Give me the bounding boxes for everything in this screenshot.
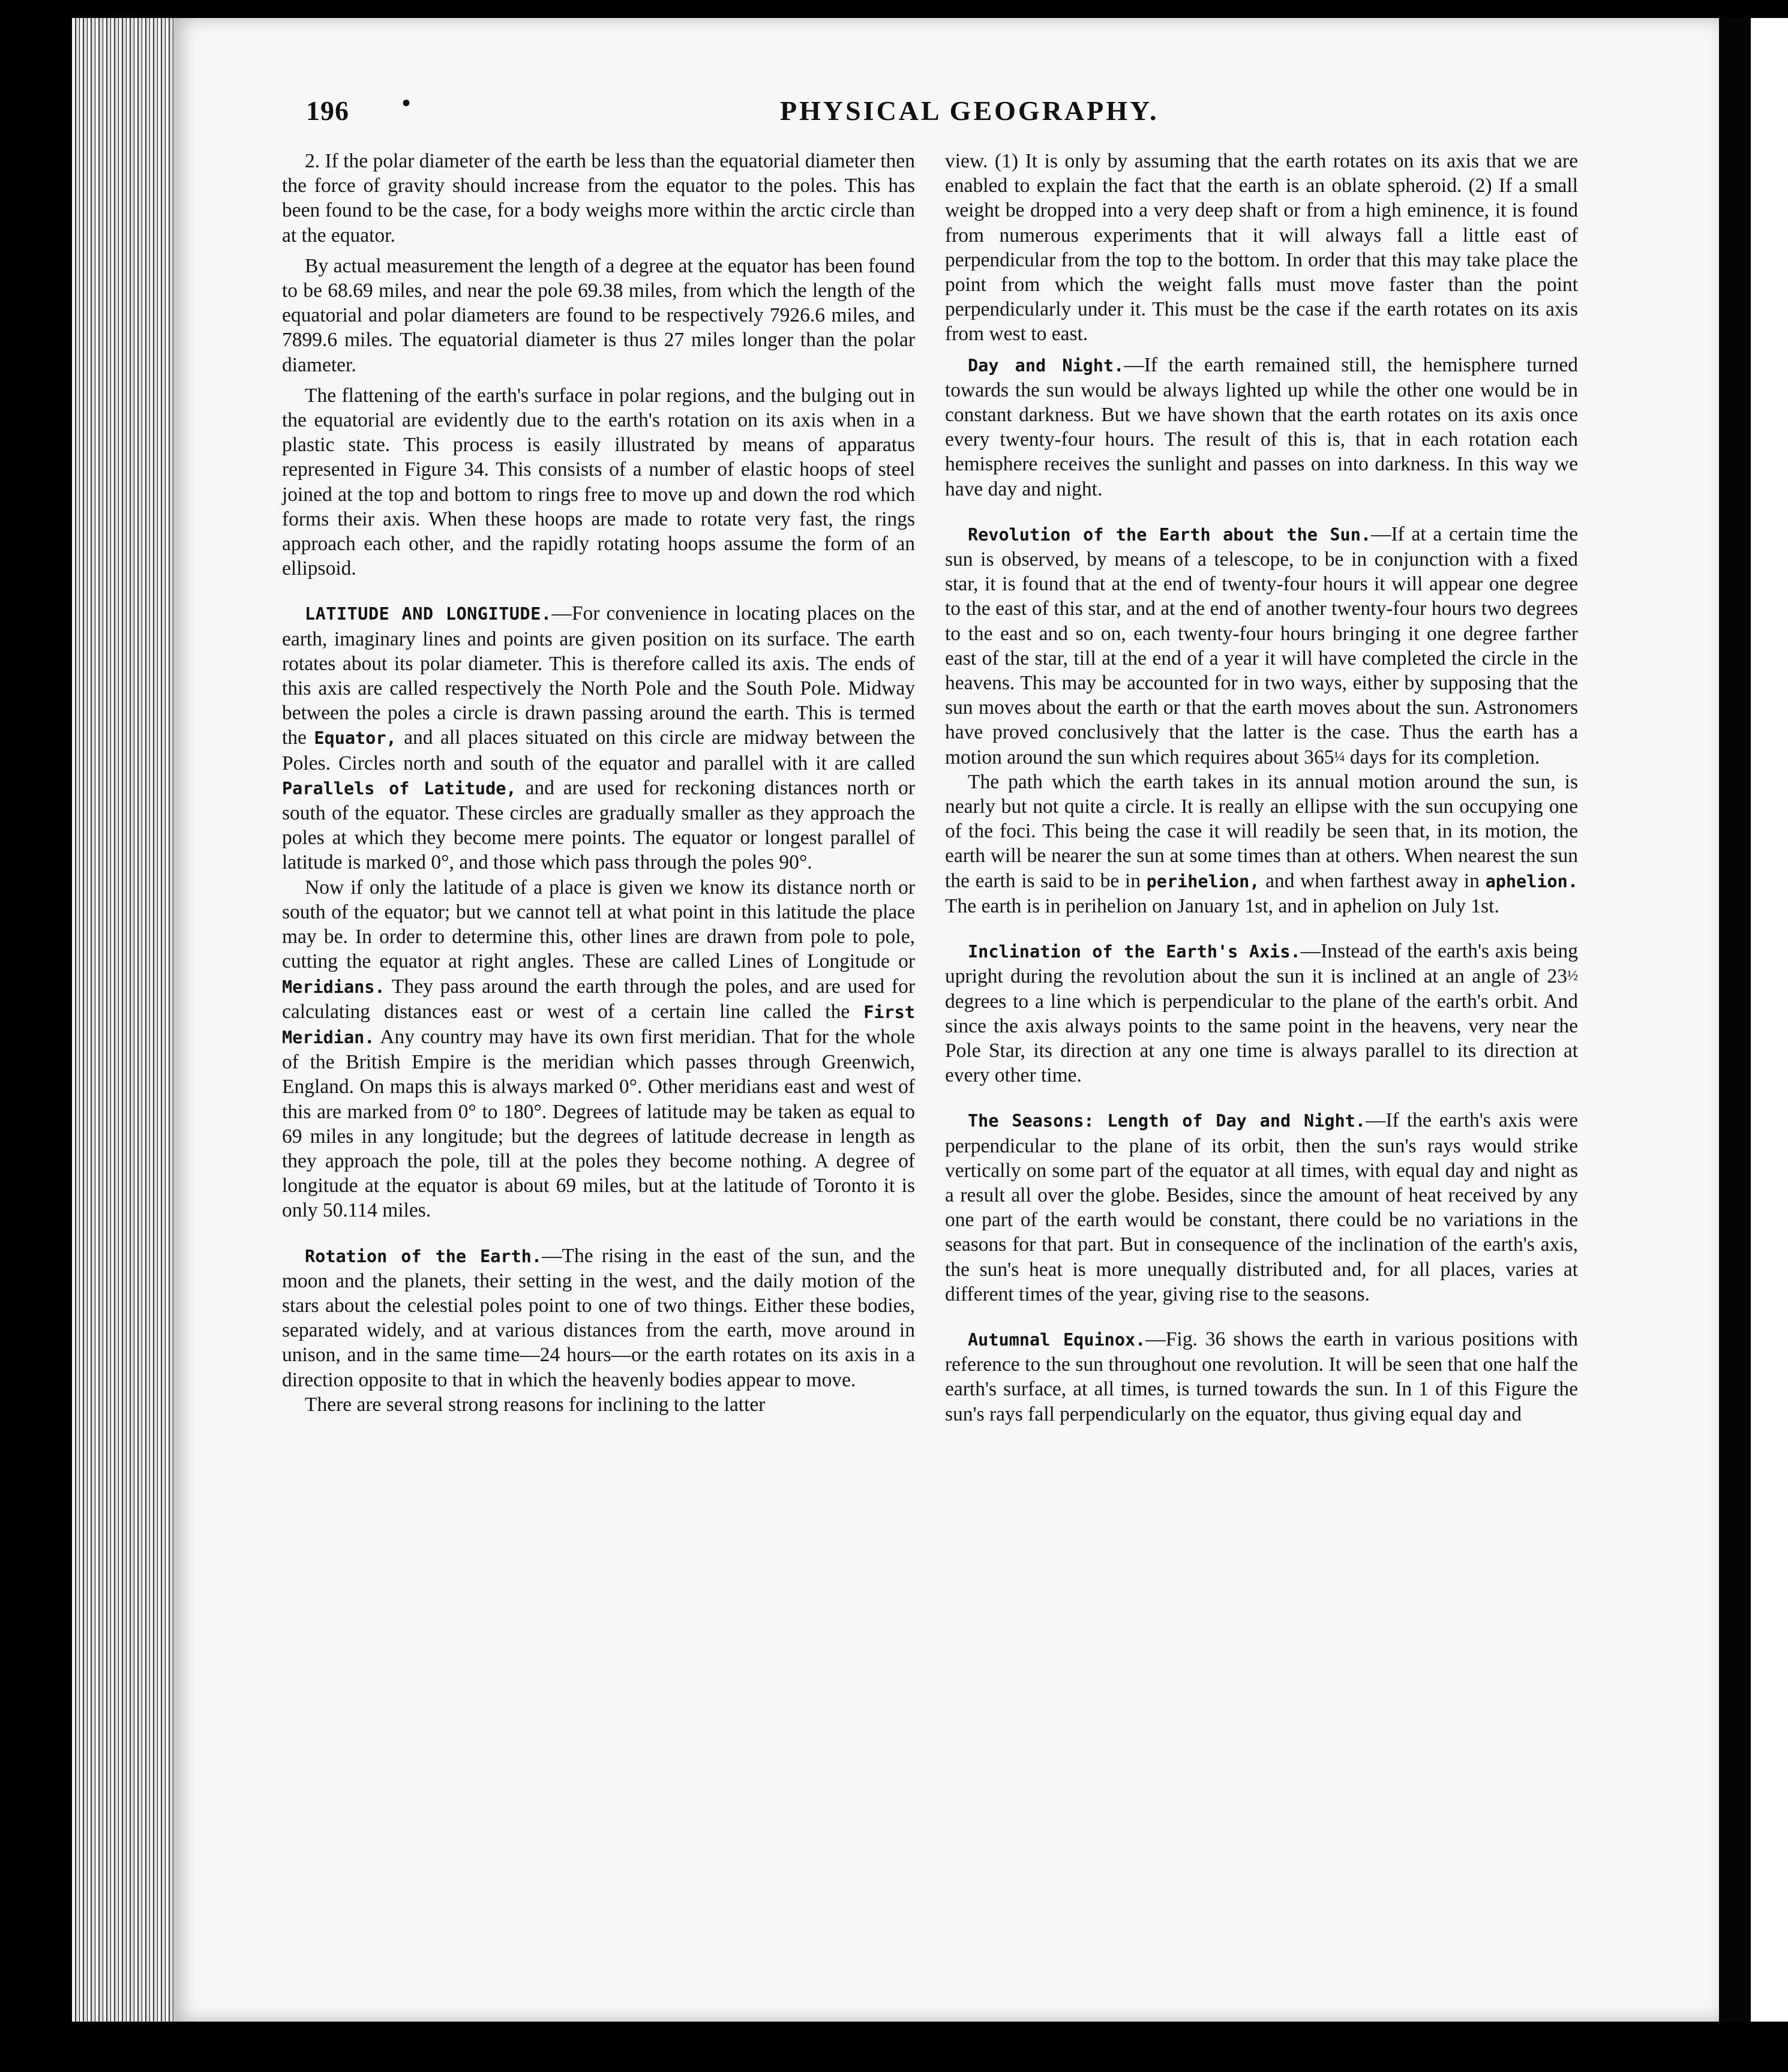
text: and are used for reckoning distances north or south of the equator. These circles are gradually smaller as they approach the poles at which they become mere points. The equator or longest parallel of latitude is marked 0°, and those which pass through the poles 90°. (282, 776, 915, 874)
paragraph (282, 601, 915, 875)
header-mark: • (402, 89, 411, 116)
text: degrees to a line which is perpendicular to the plane of the earth's orbit. And since the axis always points to the same point in the heavens, very near the Pole Star, its direction at any one time is always parallel to its direction at every other time. (945, 990, 1578, 1087)
page-edges (72, 18, 174, 2022)
section-heading: Autumnal Equinox. (968, 1329, 1146, 1350)
text: —If the earth remained still, the hemisphere turned towards the sun would be always lighted up while the other one would be in constant darkness. But we have shown that the earth rotates on its axis once every twenty-four hours. The result of this is, that in each rotation each hemisphere receives the sunlight and passes on into darkness. In this way we have day and night. (945, 353, 1578, 500)
fraction: ¼ (1334, 749, 1345, 765)
term: Equator, (314, 728, 397, 749)
text: The path which the earth takes in its annual motion around the sun, is nearly but not quite a circle. It is really an ellipse with the sun occupying one of the foci. This being the case it will readily be seen that, in its motion, the earth will be nearer the sun at some times than at others. When nearest the sun the earth is said to be in (945, 770, 1578, 892)
term: perihelion, (1146, 871, 1260, 891)
text: —If at a certain time the sun is observed, by means of a telescope, to be in conjunction with a fixed star, it is found that at the end of twenty-four hours it will appear one degree to the east of this star, and at the end of another twenty-four hours two degrees to the east and so on, each twenty-four hours bringing it one degree farther east of the star, till at the end of a year it will have completed the circle in the heavens. This may be accounted for in two ways, either by supposing that the sun moves about the earth or that the earth moves about the sun. Astronomers have proved conclusively that the latter is the case. Thus the earth has a motion around the sun which requires about 365 (945, 522, 1578, 768)
paragraph: By actual measurement the length of a degree at the equator has been found to be 68.69 miles, and near the pole 69.38 miles, from which the length of the equatorial and polar diameters are found to be respectively 7926.6 miles, and 7899.6 miles. The equatorial diameter is thus 27 miles longer than the polar diameter. (282, 254, 915, 376)
text: and all places situated on this circle are midway between the Poles. Circles north and south of the equator and parallel with it are called (282, 726, 915, 774)
text: days for its completion. (1345, 746, 1540, 768)
page-number: 196 (306, 95, 349, 126)
paragraph (945, 939, 1578, 1088)
paragraph (945, 353, 1578, 502)
term: aphelion. (1485, 871, 1578, 891)
paragraph: There are several strong reasons for inclining to the latter (305, 1393, 766, 1416)
paragraph (945, 770, 1578, 918)
term: Parallels of Latitude, (282, 778, 517, 798)
text: They pass around the earth through the poles, and are used for calculating distances east or west of a certain line called the (282, 975, 915, 1023)
section-heading: Day and Night. (968, 355, 1124, 376)
section-heading: LATITUDE AND LONGITUDE. (305, 604, 552, 624)
paragraph (945, 1327, 1578, 1427)
text: Now if only the latitude of a place is given we know its distance north or south of the equator; but we cannot tell at what point in this latitude the place may be. In order to determine this, other lines are drawn from pole to pole, cutting the equator at right angles. These are called Lines of Longitude or (282, 876, 915, 973)
text: —The rising in the east of the sun, and the moon and the planets, their setting in the west, and the daily motion of the stars about the celestial poles point to one of two things. Either these bodies, separated widely, and at various distances from the earth, move around in unison, and in the same time—24 hours—or the earth rotates on its axis in a direction opposite to that in which the heavenly bodies appear to move. (282, 1244, 915, 1391)
page (174, 18, 1719, 2022)
text: —For convenience in locating places on the earth, imaginary lines and points are given position on its surface. The earth rotates about its polar diameter. This is therefore called its axis. The ends of this axis are called respectively the North Pole and the South Pole. Midway between the poles a circle is drawn passing around the earth. This is termed the (282, 602, 915, 749)
text: —If the earth's axis were perpendicular to the plane of its orbit, then the sun's rays would strike vertically on some part of the equator at all times, with equal day and night as a result all over the globe. Besides, since the amount of heat received by any one part of the earth would be constant, there could be no variations in the seasons for that part. But in consequence of the inclination of the earth's axis, the sun's heat is more unequally distributed and, for all places, varies at different times of the year, giving rise to the seasons. (945, 1109, 1578, 1305)
text: Any country may have its own first meridian. That for the whole of the British Empire is the meridian which passes through Greenwich, England. On maps this is always marked 0°. Other meridians east and west of this are marked from 0° to 180°. Degrees of latitude may be taken as equal to 69 miles in any longitude; but the degrees of latitude decrease in length as they approach the pole, till at the poles they become nothing. A degree of longitude at the equator is about 69 miles, but at the latitude of Toronto it is only 50.114 miles. (282, 1025, 915, 1222)
paragraph (945, 1108, 1578, 1307)
paragraph: The flattening of the earth's surface in polar regions, and the bulging out in the equatorial are evidently due to the earth's rotation on its axis when in a plastic state. This process is easily illustrated by means of apparatus represented in Figure 34. This consists of a number of elastic hoops of steel joined at the top and bottom to rings free to move up and down the rod which forms their axis. When these hoops are made to rotate very fast, the rings approach each other, and the rapidly rotating hoops assume the form of an ellipsoid. (282, 384, 915, 580)
right-column (945, 149, 1578, 1427)
paragraph: 2. If the polar diameter of the earth be less than the equatorial diameter then the force of gravity should increase from the equator to the poles. This has been found to be the case, for a body weighs more within the arctic circle than at the equator. (282, 150, 915, 247)
text: —Instead of the earth's axis being upright during the revolution about the sun it is inclined at an angle of 23 (945, 940, 1578, 988)
term: Meridians. (282, 977, 385, 997)
binding-gap (1719, 18, 1751, 2022)
paragraph (945, 522, 1578, 770)
text: The earth is in perihelion on January 1st, and in aphelion on July 1st. (945, 894, 1499, 917)
fraction: ½ (1567, 968, 1578, 984)
section-heading: Inclination of the Earth's Axis. (968, 942, 1301, 962)
paragraph: view. (1) It is only by assuming that the earth rotates on its axis that we are enabled to explain the fact that the earth is an oblate spheroid. (2) If a small weight be dropped into a very deep shaft or from a high eminence, it is found from numerous experiments that it will always fall a little east of perpendicular from the top to the bottom. In order that this may take place the point from which the weight falls must move faster than the point perpendicularly under it. This must be the case if the earth rotates on its axis from west to east. (945, 150, 1578, 346)
paragraph (282, 1244, 915, 1392)
paragraph (282, 875, 915, 1223)
term: First Meridian. (282, 1002, 915, 1047)
running-title: PHYSICAL GEOGRAPHY. (780, 95, 1159, 126)
text: —Fig. 36 shows the earth in various positions with reference to the sun throughout one revolution. It will be seen that one half the earth's surface, at all times, is turned towards the sun. In 1 of this Figure the sun's rays fall perpendicularly on the equator, thus giving equal day and (945, 1328, 1578, 1425)
section-heading: The Seasons: Length of Day and Night. (968, 1111, 1366, 1131)
left-column (282, 149, 915, 1417)
section-heading: Rotation of the Earth. (305, 1246, 542, 1266)
section-heading: Revolution of the Earth about the Sun. (968, 524, 1372, 545)
next-page-edge (1751, 18, 1788, 2022)
text: and when farthest away in (1259, 869, 1486, 892)
